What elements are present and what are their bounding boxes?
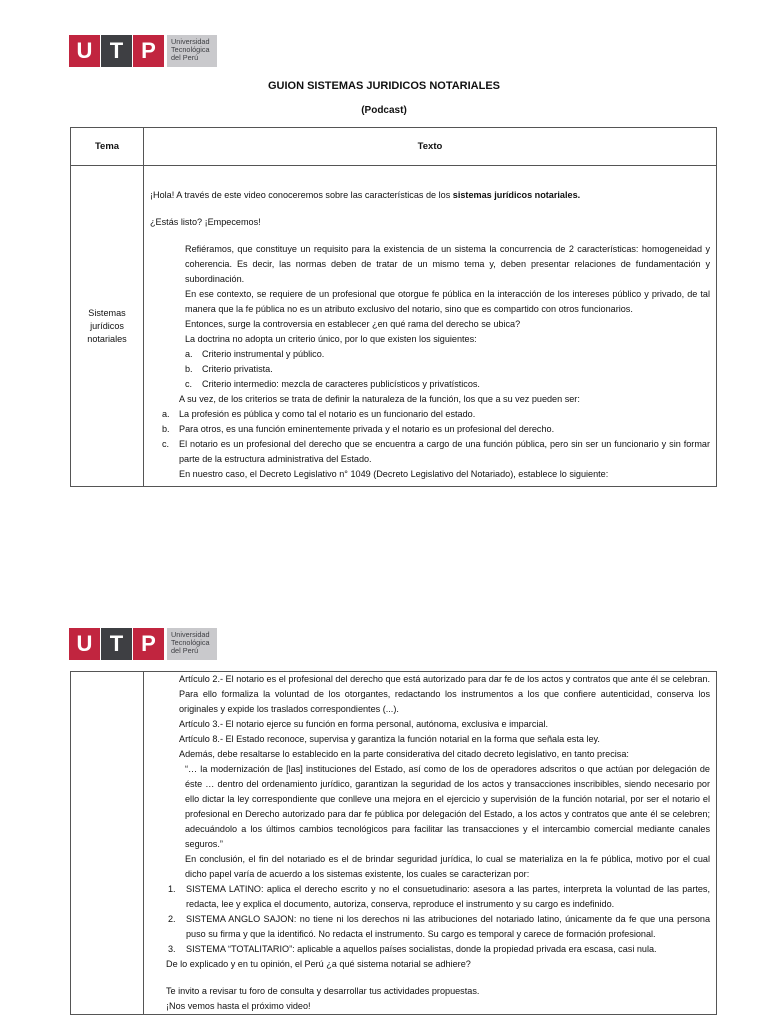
logo-name-line: del Perú	[171, 646, 199, 656]
logo-letter-t: T	[101, 35, 132, 67]
tema-line: Sistemas	[88, 307, 126, 318]
nature-item	[150, 407, 710, 422]
logo-name-line: Universidad	[171, 630, 210, 639]
list-text: Criterio privatista.	[202, 364, 273, 374]
paragraph-requirement: Refiéramos, que constituye un requisito para la existencia de un sistema la concurrencia de 2 características: homogeneidad y coherencia. Es decir, las normas deben de tratar de un mismo tema y, deben presentar relaciones de fundamentación y subordinación.	[185, 244, 710, 284]
logo-university-name	[167, 628, 217, 660]
system-item	[150, 942, 710, 957]
ready-line: ¿Estás listo? ¡Empecemos!	[150, 217, 261, 227]
invite-line: Te invito a revisar tu foro de consulta y desarrollar tus actividades propuestas.	[166, 986, 480, 996]
paragraph-nature: A su vez, de los criterios se trata de definir la naturaleza de la función, los que a su vez pueden ser:	[179, 394, 580, 404]
logo-letter-u: U	[69, 628, 100, 660]
nature-item	[150, 437, 710, 467]
article-2: Artículo 2.- El notario es el profesional del derecho que está autorizado para dar fe de los actos y contratos que ante él se celebran. Para ello formaliza la voluntad de los otorgantes, redactando los instrumentos a los que confiere autenticidad, conserva los originales y expide los traslados correspondientes (...).	[179, 674, 710, 714]
tema-header: Tema	[71, 128, 144, 166]
logo-name-line: Universidad	[171, 37, 210, 46]
list-marker: 3.	[168, 944, 176, 954]
document-title: GUION SISTEMAS JURIDICOS NOTARIALES	[267, 80, 501, 92]
document-subtitle: (Podcast)	[361, 105, 407, 116]
article-3: Artículo 3.- El notario ejerce su función en forma personal, autónoma, exclusiva e imparcial.	[179, 719, 548, 729]
list-text: SISTEMA ANGLO SAJON: no tiene ni los derechos ni las atribuciones del notariado latino, únicamente da fe que una persona puso su firma y que la identificó. No redacta el instrumento. Su cargo es temporal y carece de formación profesional.	[186, 914, 710, 939]
texto-cell-continued	[144, 672, 717, 1015]
list-text: Para otros, es una función eminentemente privada y el notario es un profesional del derecho.	[179, 424, 555, 434]
list-marker: 1.	[168, 884, 176, 894]
intro-paragraph	[150, 188, 710, 203]
utp-logo	[69, 628, 217, 660]
list-marker: a.	[185, 349, 193, 359]
nature-item	[150, 422, 710, 437]
logo-name-line: del Perú	[171, 53, 199, 63]
list-text: SISTEMA LATINO: aplica el derecho escrito y no el consuetudinario: asesora a las partes, interpreta la voluntad de las partes, redacta, lee y explica el documento, autoriza, conserva, reproduce el instrumento y su cargo es indefinido.	[186, 884, 710, 909]
list-text: Criterio instrumental y público.	[202, 349, 325, 359]
intro-bold-text: sistemas jurídicos notariales.	[452, 190, 581, 200]
list-text: La profesión es pública y como tal el notario es un funcionario del estado.	[179, 409, 476, 419]
criteria-item	[150, 347, 710, 362]
texto-header: Texto	[144, 128, 717, 166]
article-8: Artículo 8.- El Estado reconoce, supervisa y garantiza la función notarial en la forma que señala esta ley.	[179, 734, 600, 744]
intro-text: ¡Hola! A través de este video conoceremos sobre las características de los	[150, 190, 453, 200]
logo-letter-u: U	[69, 35, 100, 67]
list-marker: b.	[162, 424, 170, 434]
logo-university-name	[167, 35, 217, 67]
system-item	[150, 912, 710, 942]
criteria-item	[150, 362, 710, 377]
logo-name-line: Tecnológica	[171, 638, 210, 648]
utp-logo	[69, 35, 217, 67]
list-marker: b.	[185, 364, 193, 374]
goodbye-line: ¡Nos vemos hasta el próximo video!	[166, 1001, 311, 1011]
logo-letter-p: P	[133, 628, 164, 660]
decree-quote: “… la modernización de [las] instituciones del Estado, así como de los de operadores adscritos o que actúan por delegación de éste … dentro del ordenamiento jurídico, garantizan la seguridad de los actos y transacciones inscribibles, siendo necesario por ello dictar la ley correspondiente que conlleve una mejora en el ejercicio y supervisión de la función notarial, por ser el notario el profesional en Derecho autorizado para dar fe pública por delegación del Estado, a los actos y contratos que ante él se celebren; adecuándolo a los últimos cambios tecnológicos para facilitar las transacciones y el intercambio comercial mediante canales seguros.”	[185, 764, 710, 849]
tema-cell	[71, 166, 144, 487]
logo-letter-p: P	[133, 35, 164, 67]
list-marker: c.	[162, 439, 170, 449]
tema-cell-empty	[71, 672, 144, 1015]
script-table-continued	[70, 671, 717, 1015]
list-text: El notario es un profesional del derecho que se encuentra a cargo de una función pública, pero sin ser un funcionario y sin formar parte de la estructura administrativa del Estado.	[179, 439, 710, 464]
paragraph-decree: En nuestro caso, el Decreto Legislativo n° 1049 (Decreto Legislativo del Notariado), establece lo siguiente:	[179, 469, 609, 479]
list-marker: 2.	[168, 914, 176, 924]
tema-line: jurídicos	[90, 320, 124, 331]
paragraph-controversy: Entonces, surge la controversia en establecer ¿en qué rama del derecho se ubica?	[185, 319, 521, 329]
texto-cell	[144, 166, 717, 487]
tema-line: notariales	[87, 333, 127, 344]
system-item	[150, 882, 710, 912]
paragraph-doctrine: La doctrina no adopta un criterio único, por lo que existen los siguientes:	[185, 334, 477, 344]
logo-letter-t: T	[101, 628, 132, 660]
logo-name-line: Tecnológica	[171, 45, 210, 55]
list-marker: c.	[185, 379, 193, 389]
question-line: De lo explicado y en tu opinión, el Perú ¿a qué sistema notarial se adhiere?	[166, 959, 471, 969]
list-text: SISTEMA “TOTALITARIO”: aplicable a aquellos países socialistas, donde la propiedad privada era escasa, casi nula.	[186, 944, 657, 954]
list-text: Criterio intermedio: mezcla de caracteres publicísticos y privatísticos.	[202, 379, 480, 389]
paragraph-ademas: Además, debe resaltarse lo establecido en la parte considerativa del citado decreto legislativo, en tanto precisa:	[179, 749, 629, 759]
paragraph-context: En ese contexto, se requiere de un profesional que otorgue fe pública en la interacción de los intereses público y privado, de tal manera que la fe pública no es un atributo exclusivo del notario, sino que es compartido con otros funcionarios.	[185, 289, 710, 314]
paragraph-conclusion: En conclusión, el fin del notariado es el de brindar seguridad jurídica, lo cual se materializa en la fe pública, motivo por el cual dicho papel varía de acuerdo a los sistemas existente, los cuales se caracterizan por:	[185, 854, 710, 879]
criteria-item	[150, 377, 710, 392]
script-table	[70, 127, 717, 487]
list-marker: a.	[162, 409, 170, 419]
